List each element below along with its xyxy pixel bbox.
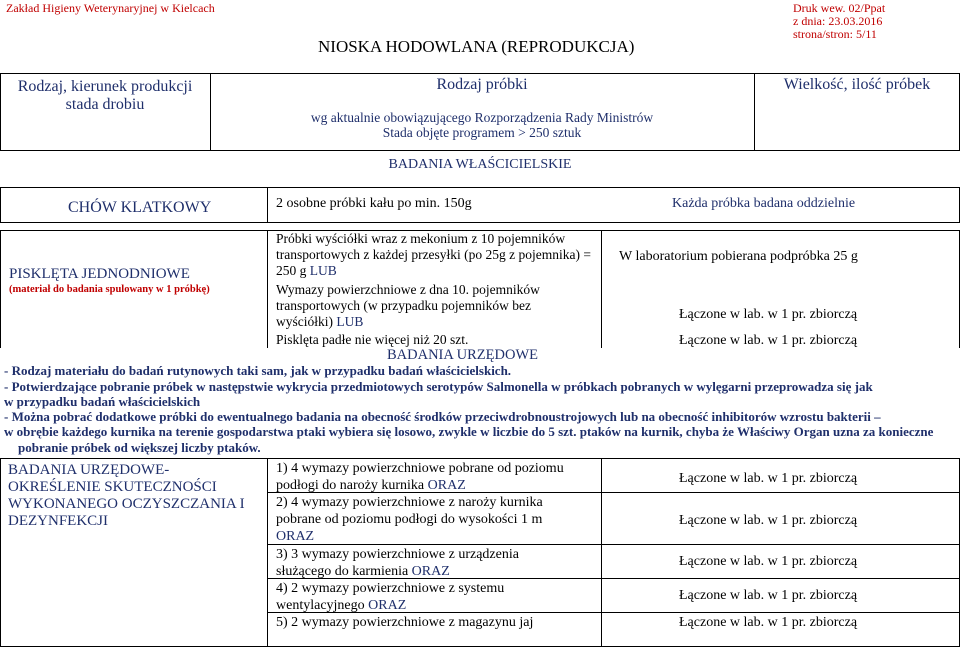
regulation-line: wg aktualnie obowiązującego Rozporządzenia Rady Ministrów: [310, 110, 654, 125]
note-1: - Rodzaj materiału do badań rutynowych taki sam, jak w przypadku badań właścicielskich.: [4, 363, 512, 378]
rule: [210, 73, 211, 150]
header-production-type: Rodzaj, kierunek produkcji stada drobiu: [17, 78, 193, 113]
note-3c: pobranie próbek od większej liczby ptaków.: [18, 440, 261, 455]
institution-name: Zakład Higieny Weterynaryjnej w Kielcach: [6, 1, 215, 15]
rule: [0, 458, 960, 459]
chicks-size-3: Łączone w lab. w 1 pr. zbiorczą: [679, 333, 858, 348]
date-label: z dnia: 23.03.2016: [793, 14, 883, 28]
header-sample-type: Rodzaj próbki: [436, 76, 528, 93]
page-label: strona/stron: 5/11: [793, 27, 877, 41]
chicks-sample-1: Próbki wyściółki wraz z mekonium z 10 pojemników transportowych z każdej przesyłki (po 25g z pojemnika) = 250 g LUB: [276, 231, 592, 278]
oraz-label: ORAZ: [427, 478, 466, 493]
note-2b: w przypadku badań właścicielskich: [4, 394, 201, 409]
note-2a: - Potwierdzające pobranie próbek w następstwie wykrycia przedmiotowych serotypów Salmonella w próbkach pobranych w wylęgarni przeprowadza się jak: [4, 379, 873, 394]
program-scope-line: Stada objęte programem > 250 sztuk: [382, 125, 582, 140]
oraz-label: ORAZ: [276, 529, 315, 544]
disinfection-size-5: Łączone w lab. w 1 pr. zbiorczą: [679, 615, 858, 630]
disinfection-size-2: Łączone w lab. w 1 pr. zbiorczą: [679, 513, 858, 528]
note-3b: w obrębie każdego kurnika na terenie gospodarstwa ptaki wybiera się losowo, zwykle w liczbie do 5 szt. ptaków na kurnik, chyba że Właściwy Organ uzna za konieczne: [4, 424, 934, 439]
rule: [267, 230, 268, 348]
oraz-label: ORAZ: [368, 598, 407, 613]
rule: [0, 230, 1, 348]
chicks-sample-2: Wymazy powierzchniowe z dna 10. pojemników transportowych (w przypadku pojemników bez wyściółki) LUB: [276, 282, 540, 329]
lub-label: LUB: [309, 263, 337, 278]
disinfection-label: BADANIA URZĘDOWE- OKREŚLENIE SKUTECZNOŚCI WYKONANEGO OCZYSZCZANIA I DEZYNFEKCJI: [8, 462, 245, 529]
rule: [0, 187, 960, 188]
edition-label: Druk wew. 02/Ppat: [793, 1, 886, 15]
rule: [0, 222, 960, 223]
rule: [601, 458, 602, 647]
disinfection-item-2: 2) 4 wymazy powierzchniowe z naroży kurnika pobrane od poziomu podłogi do wysokości 1 m ORAZ: [276, 495, 543, 544]
cage-sample: 2 osobne próbki kału po min. 150g: [276, 196, 472, 211]
chicks-label: PISKLĘTA JEDNODNIOWE: [9, 266, 190, 282]
section-official-studies: BADANIA URZĘDOWE: [386, 347, 539, 363]
rule: [0, 187, 1, 222]
document-title: NIOSKA HODOWLANA (REPRODUKCJA): [318, 37, 635, 56]
chicks-sample-3: Pisklęta padłe nie więcej niż 20 szt.: [276, 332, 469, 347]
rule: [0, 73, 960, 74]
note-3a: - Można pobrać dodatkowe próbki do ewentualnego badania na obecność środków przeciwdrobnoustrojowych lub na obecność inhibitorów wzrostu bakterii –: [4, 409, 881, 424]
rule: [0, 150, 960, 151]
lub-label: LUB: [336, 314, 364, 329]
rule: [601, 230, 602, 348]
oraz-label: ORAZ: [411, 564, 450, 579]
disinfection-item-4: 4) 2 wymazy powierzchniowe z systemu wentylacyjnego ORAZ: [276, 581, 505, 613]
rule: [0, 458, 1, 647]
disinfection-size-3: Łączone w lab. w 1 pr. zbiorczą: [679, 554, 858, 569]
header-sample-size: Wielkość, ilość próbek: [783, 76, 931, 93]
cage-size: Każda próbka badana oddzielnie: [672, 196, 856, 211]
disinfection-item-3: 3) 3 wymazy powierzchniowe z urządzenia służącego do karmienia ORAZ: [276, 547, 519, 579]
cage-label: CHÓW KLATKOWY: [68, 199, 212, 216]
disinfection-size-4: Łączone w lab. w 1 pr. zbiorczą: [679, 588, 858, 603]
disinfection-size-1: Łączone w lab. w 1 pr. zbiorczą: [679, 471, 858, 486]
rule: [267, 187, 268, 222]
chicks-sublabel: (materiał do badania spulowany w 1 próbkę): [9, 284, 210, 295]
section-owner-studies: BADANIA WŁAŚCICIELSKIE: [388, 157, 572, 172]
disinfection-item-5: 5) 2 wymazy powierzchniowe z magazynu jaj: [276, 615, 534, 630]
disinfection-item-1: 1) 4 wymazy powierzchniowe pobrane od poziomu podłogi do naroży kurnika ORAZ: [276, 461, 564, 493]
rule: [754, 73, 755, 150]
rule: [267, 458, 268, 647]
chicks-size-1: W laboratorium pobierana podpróbka 25 g: [619, 249, 858, 264]
rule: [0, 73, 1, 150]
chicks-size-2: Łączone w lab. w 1 pr. zbiorczą: [679, 307, 858, 322]
